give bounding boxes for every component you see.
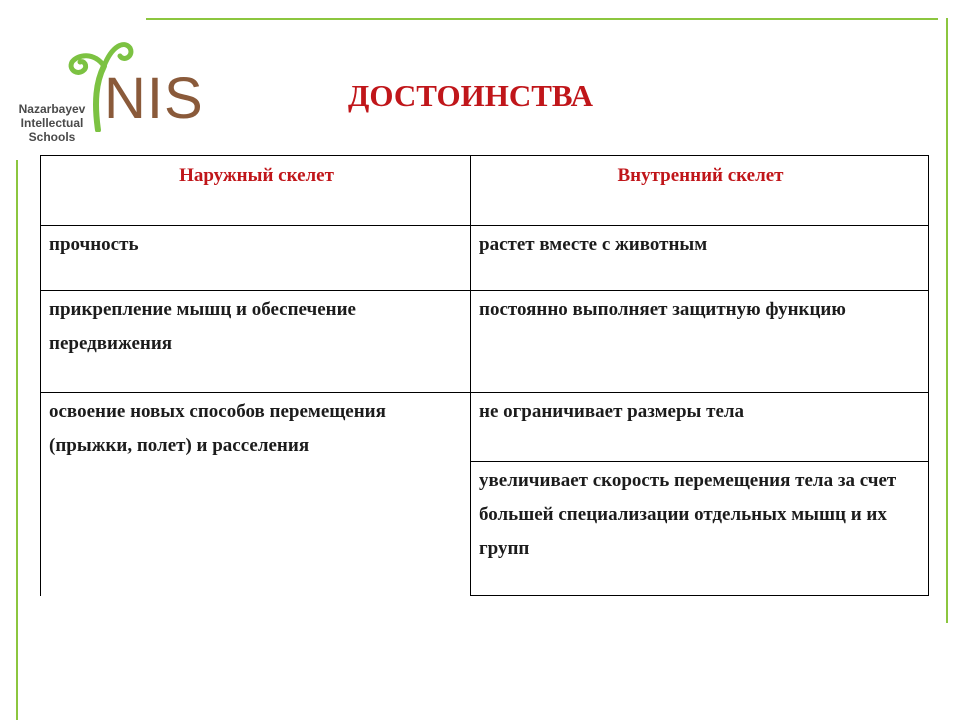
table-cell: растет вместе с животным — [471, 226, 929, 291]
nis-logo — [6, 30, 226, 144]
page-title: ДОСТОИНСТВА — [348, 78, 593, 113]
top-frame-line — [146, 18, 938, 20]
logo-org-name — [16, 102, 88, 144]
logo-line: Nazarbayev — [18, 102, 86, 116]
logo-line: Schools — [28, 130, 76, 144]
comparison-table — [40, 155, 928, 600]
table-row — [41, 226, 929, 291]
table-header-row — [41, 156, 929, 226]
table-cell: прочность — [41, 226, 471, 291]
table-cell: освоение новых способов перемещения (прыжки, полет) и расселения — [41, 393, 471, 596]
right-frame-line — [946, 18, 948, 623]
table-cell: постоянно выполняет защитную функцию — [471, 291, 929, 393]
table-cell: прикрепление мышц и обеспечение передвижения — [41, 291, 471, 393]
table-row — [41, 393, 929, 462]
header-external-skeleton: Наружный скелет — [41, 156, 471, 226]
table-cell: не ограничивает размеры тела — [471, 393, 929, 462]
left-frame-line — [16, 160, 18, 720]
table-cell: увеличивает скорость перемещения тела за счет большей специализации отдельных мышц и их групп — [471, 462, 929, 596]
logo-line: Intellectual — [20, 116, 84, 130]
logo-brand: NIS — [104, 66, 204, 131]
table-row — [41, 291, 929, 393]
header-internal-skeleton: Внутренний скелет — [471, 156, 929, 226]
